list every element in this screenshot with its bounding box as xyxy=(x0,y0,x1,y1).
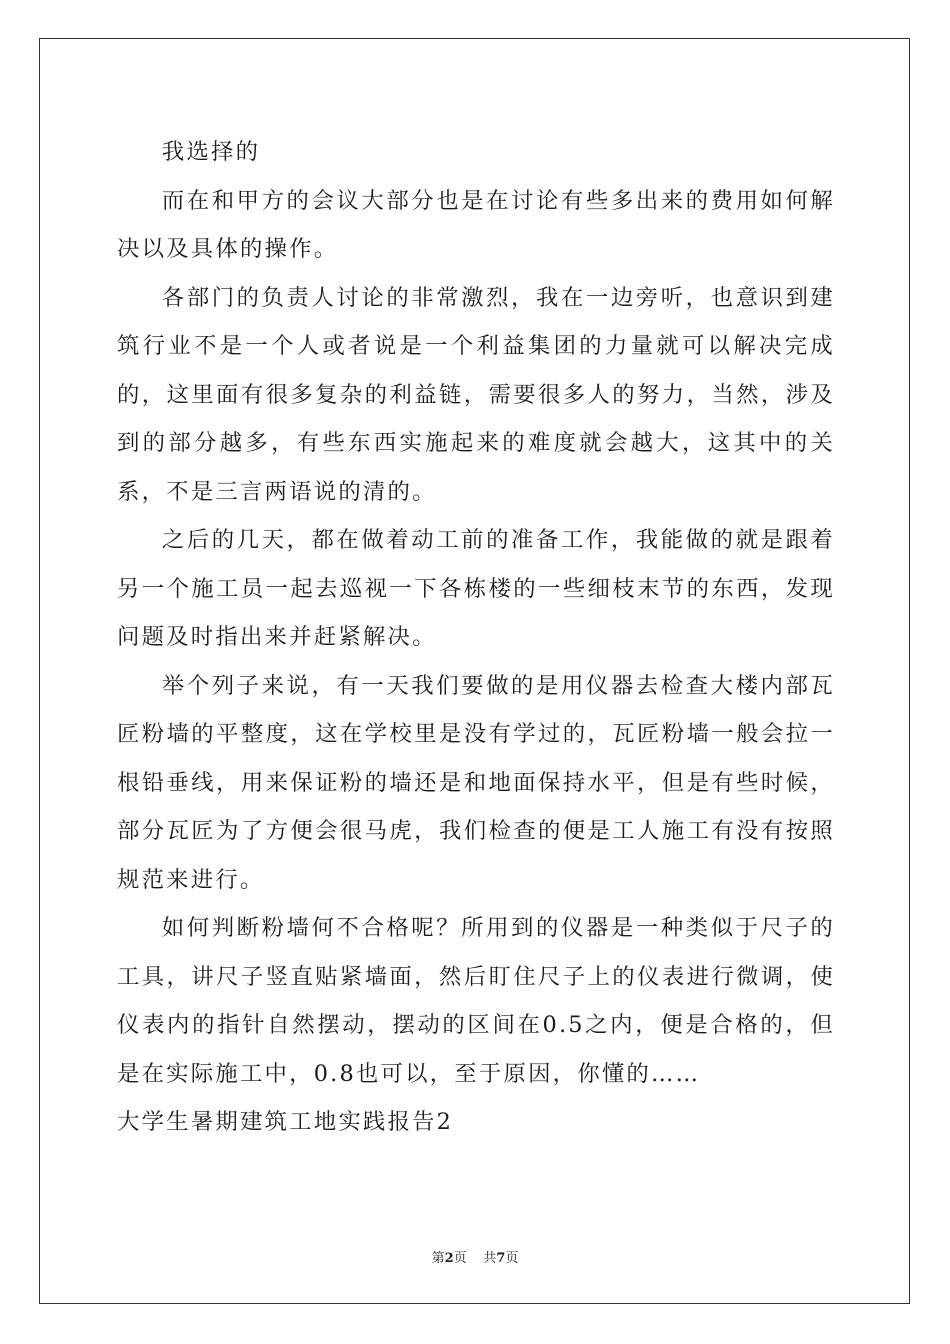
paragraph: 而在和甲方的会议大部分也是在讨论有些多出来的费用如何解决以及具体的操作。 xyxy=(117,187,835,262)
section-heading: 大学生暑期建筑工地实践报告2 xyxy=(117,1109,454,1135)
document-body xyxy=(117,128,835,1147)
paragraph: 各部门的负责人讨论的非常激烈，我在一边旁听，也意识到建筑行业不是一个人或者说是一个利益集团的力量就可以解决完成的，这里面有很多复杂的利益链，需要很多人的努力，当然，涉及到的部分越多，有些东西实施起来的难度就会越大，这其中的关系，不是三言两语说的清的。 xyxy=(117,284,835,505)
page-number: 2 xyxy=(444,1251,454,1266)
paragraph: 我选择的 xyxy=(161,139,261,165)
total-pages: 7 xyxy=(496,1251,506,1266)
page-suffix: 页 xyxy=(453,1251,467,1266)
total-suffix: 页 xyxy=(505,1251,519,1266)
paragraph: 如何判断粉墙何不合格呢？所用到的仪器是一种类似于尺子的工具，讲尺子竖直贴紧墙面，然后盯住尺子上的仪表进行微调，使仪表内的指针自然摆动，摆动的区间在0.5之内，便是合格的，但是在实际施工中，0.8也可以，至于原因，你懂的…… xyxy=(117,915,835,1087)
paragraph: 之后的几天，都在做着动工前的准备工作，我能做的就是跟着另一个施工员一起去巡视一下各栋楼的一些细枝末节的东西，发现问题及时指出来并赶紧解决。 xyxy=(117,527,835,650)
total-prefix: 共 xyxy=(483,1251,497,1266)
page-footer xyxy=(0,1247,950,1266)
paragraph: 举个列子来说，有一天我们要做的是用仪器去检查大楼内部瓦匠粉墙的平整度，这在学校里是没有学过的，瓦匠粉墙一般会拉一根铅垂线，用来保证粉的墙还是和地面保持水平，但是有些时候，部分瓦匠为了方便会很马虎，我们检查的便是工人施工有没有按照规范来进行。 xyxy=(117,672,835,893)
page-prefix: 第 xyxy=(431,1251,445,1266)
